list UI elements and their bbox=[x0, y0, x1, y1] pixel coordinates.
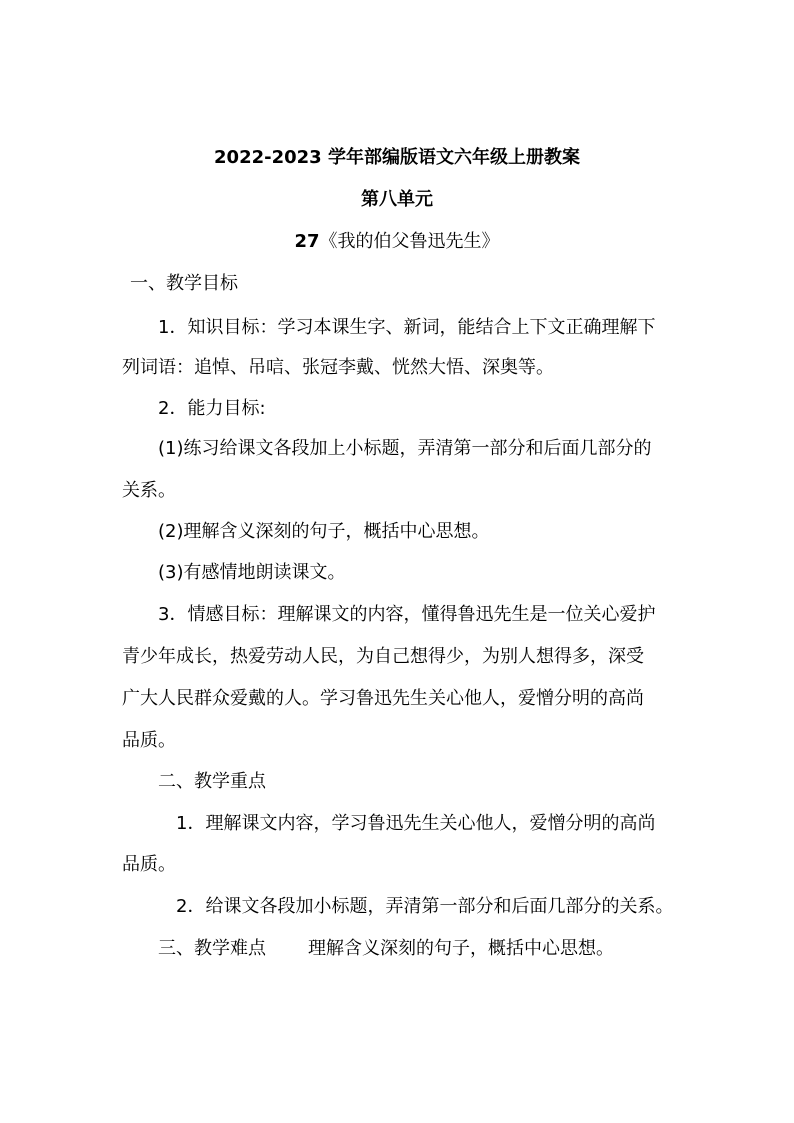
goal1-line2: 列词语：追悼、吊唁、张冠李戴、恍然大悟、深奥等。 bbox=[122, 357, 554, 378]
item1-line2: 关系。 bbox=[122, 480, 176, 501]
lesson-heading bbox=[0, 230, 794, 254]
unit-heading: 第八单元 bbox=[361, 189, 433, 210]
goals-heading: 一、教学目标 bbox=[130, 273, 238, 294]
key1-line2: 品质。 bbox=[122, 854, 176, 875]
difficulty-heading: 三、教学难点 bbox=[158, 938, 266, 959]
goal2: 2．能力目标: bbox=[158, 398, 266, 419]
key1-line1: 1．理解课文内容，学习鲁迅先生关心他人，爱憎分明的高尚 bbox=[176, 813, 656, 834]
goal3-line2: 青少年成长，热爱劳动人民，为自己想得少，为别人想得多，深受 bbox=[122, 646, 644, 667]
difficulty-text: 理解含义深刻的句子，概括中心思想。 bbox=[308, 938, 614, 959]
lesson-number: 27 bbox=[294, 231, 320, 252]
goal1-line1: 1．知识目标：学习本课生字、新词，能结合上下文正确理解下 bbox=[158, 317, 656, 338]
lesson-title: 《我的伯父鲁迅先生》 bbox=[319, 231, 500, 252]
item3: (3)有感情地朗读课文。 bbox=[158, 562, 346, 583]
key2: 2．给课文各段加小标题，弄清第一部分和后面几部分的关系。 bbox=[176, 896, 674, 917]
goal3-line4: 品质。 bbox=[122, 730, 176, 751]
document-title: 2022-2023 学年部编版语文六年级上册教案 bbox=[214, 147, 580, 168]
goal3-line1: 3．情感目标：理解课文的内容，懂得鲁迅先生是一位关心爱护 bbox=[158, 604, 656, 625]
item1-line1: (1)练习给课文各段加上小标题，弄清第一部分和后面几部分的 bbox=[158, 438, 652, 459]
goal3-line3: 广大人民群众爱戴的人。学习鲁迅先生关心他人，爱憎分明的高尚 bbox=[122, 688, 644, 709]
item2: (2)理解含义深刻的句子，概括中心思想。 bbox=[158, 521, 490, 542]
key-heading: 二、教学重点 bbox=[158, 771, 266, 792]
